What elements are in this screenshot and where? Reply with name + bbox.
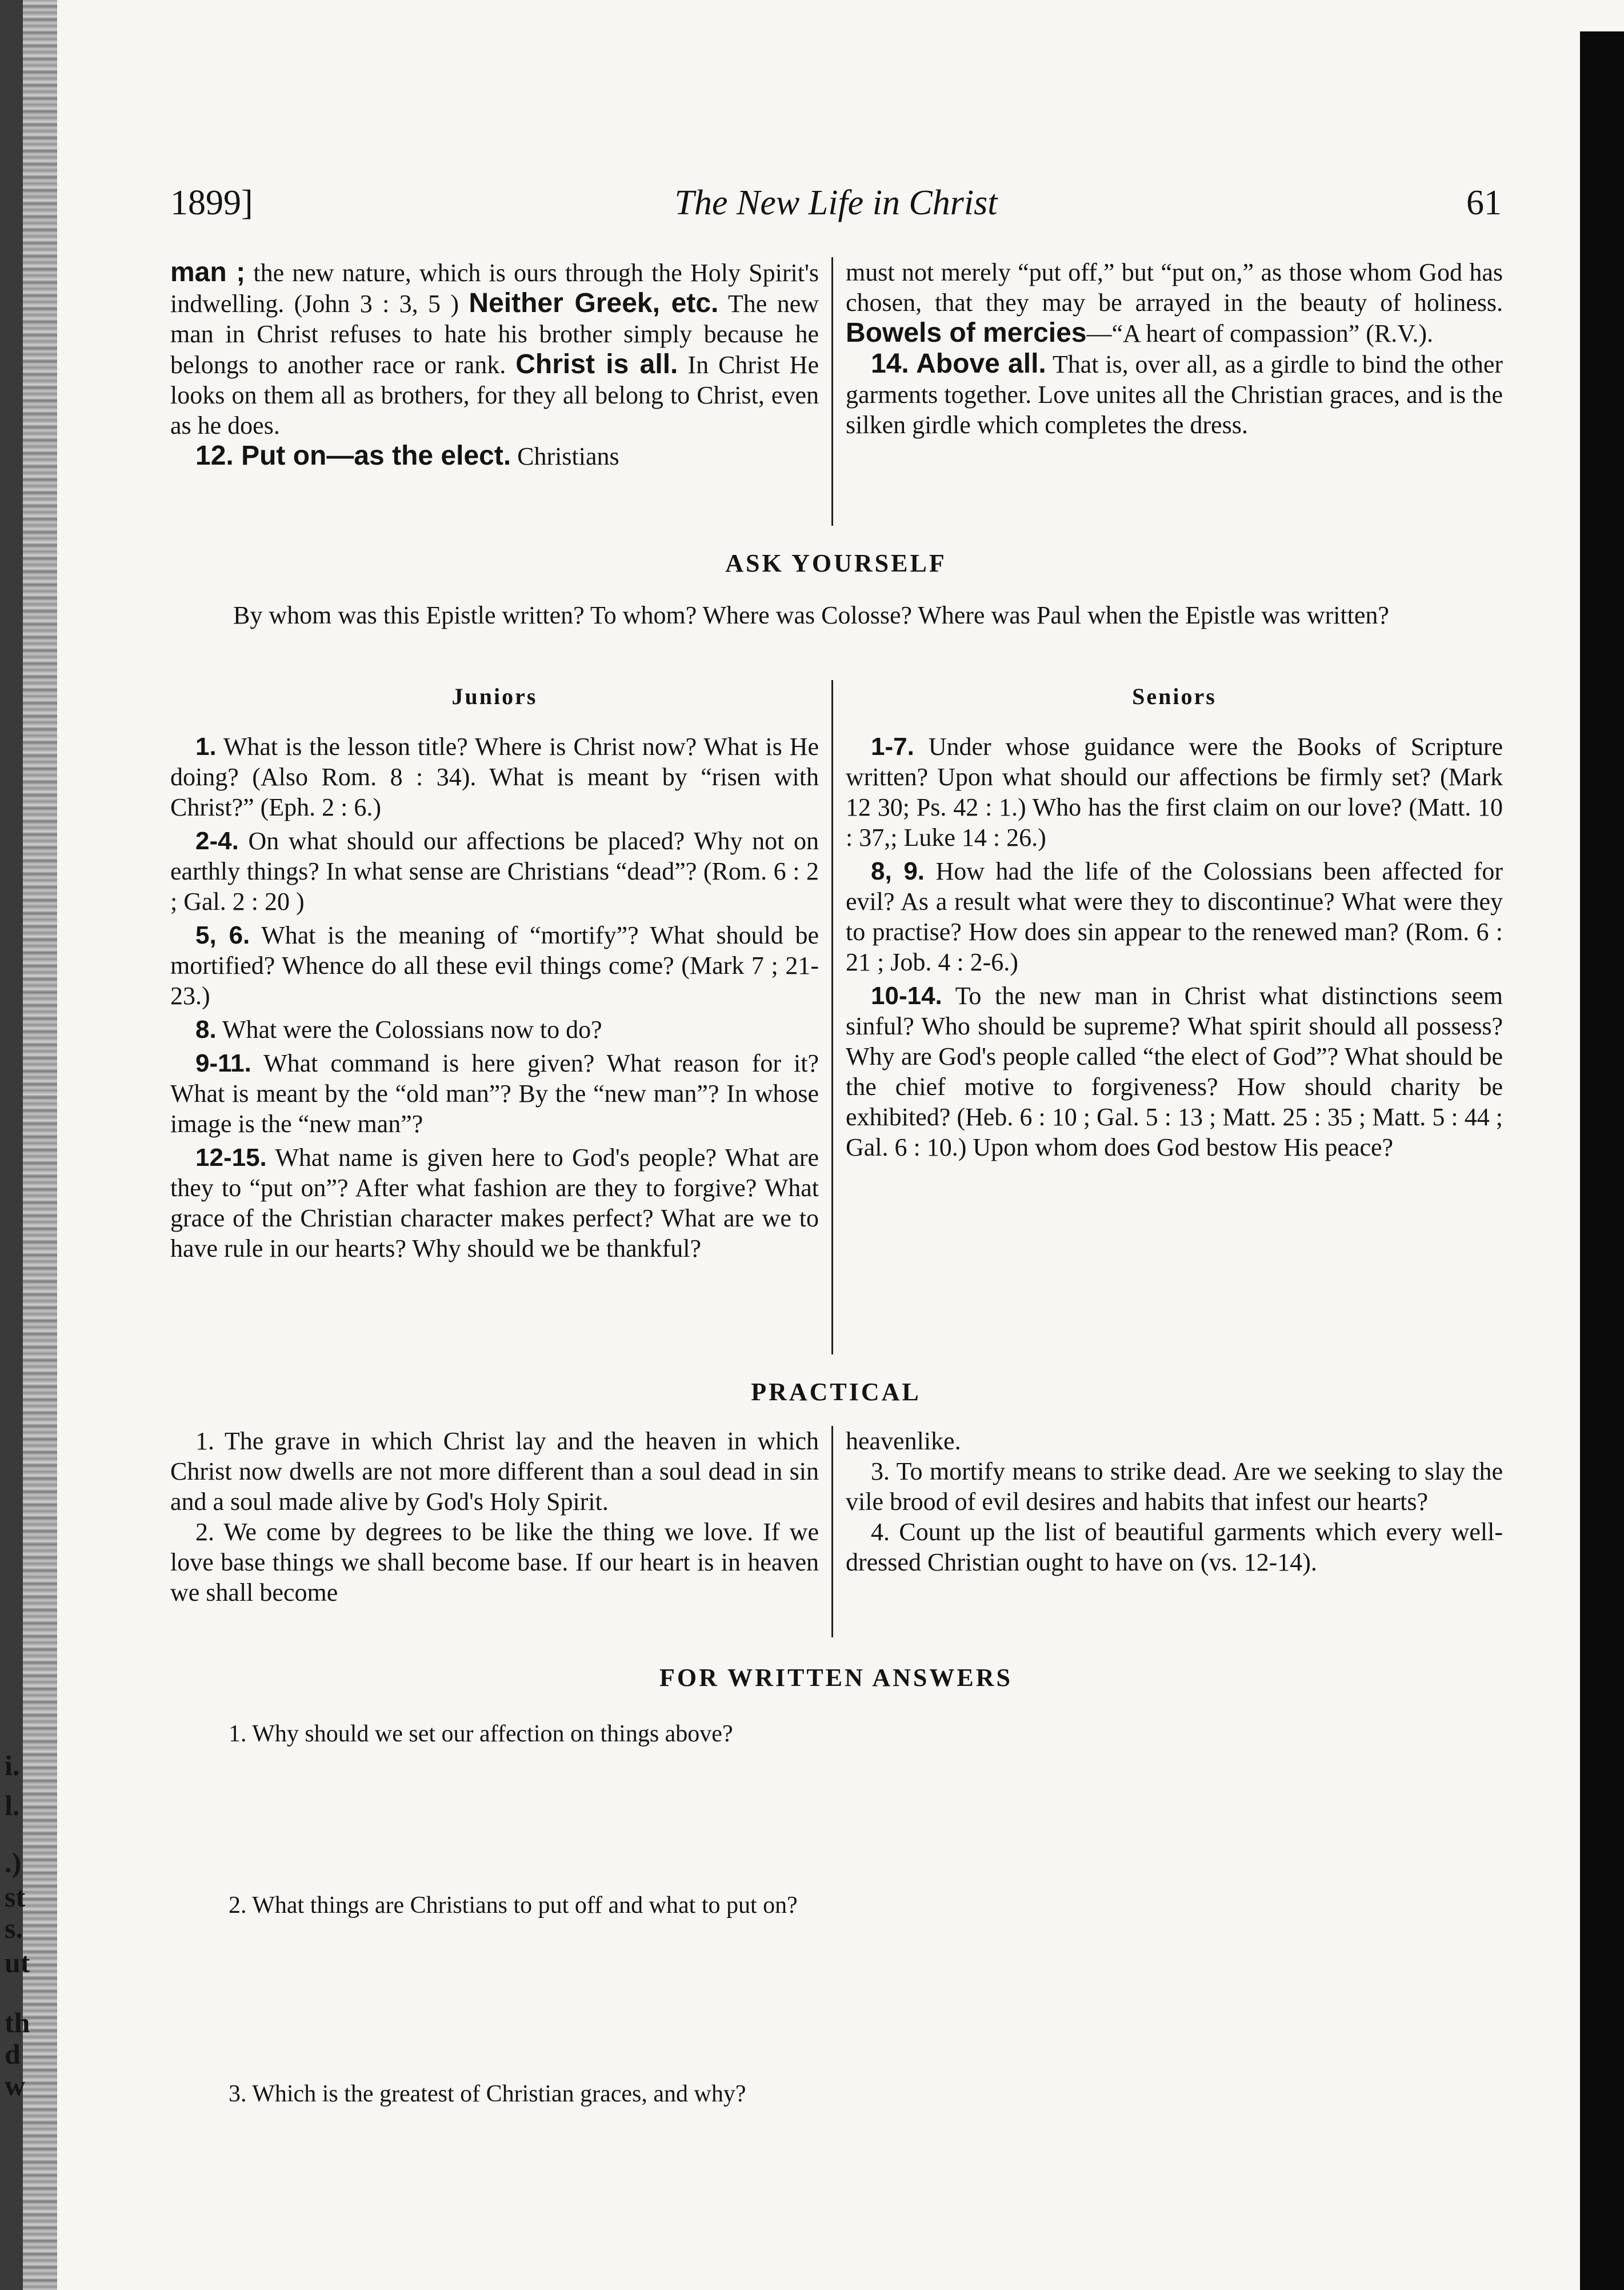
ask-yourself-heading: ASK YOURSELF	[725, 549, 947, 577]
margin-fragment: w	[5, 2069, 26, 2101]
juniors-heading: Juniors	[451, 684, 538, 709]
note-label: man ;	[170, 257, 246, 287]
margin-fragment: i.	[5, 1749, 20, 1781]
practical-continuation: heavenlike.	[846, 1427, 961, 1455]
question-number: 2-4.	[195, 827, 239, 855]
notes-paragraph	[170, 257, 819, 441]
senior-question	[846, 732, 1503, 853]
question-number: 10-14.	[871, 982, 942, 1010]
junior-question	[170, 732, 819, 822]
notes-right-column	[846, 257, 1503, 440]
margin-fragment: ut	[5, 1947, 30, 1979]
note-text: Christians	[511, 442, 619, 470]
question-text: Under whose guidance were the Books of Scripture written? Upon what should our affections be firmly set? (Mark 12 30; Ps. 42 : 1.) Who has the first claim on our love? (Matt. 10 : 37,; Luke 14 : 26.)	[846, 733, 1503, 852]
senior-question	[846, 981, 1503, 1162]
note-label: 12. Put on—as the elect.	[195, 441, 511, 471]
juniors-questions	[170, 732, 819, 1267]
margin-fragment: s.	[5, 1912, 23, 1944]
question-number: 12-15.	[195, 1144, 267, 1172]
column-divider	[831, 1426, 833, 1637]
question-text: To the new man in Christ what distinctions seem sinful? Who should be supreme? What spirit should all possess? Why are God's people called “the elect of God”? What should be the chief motive to forgiveness? How should charity be exhibited? (Heb. 6 : 10 ; Gal. 5 : 13 ; Matt. 25 : 35 ; Matt. 5 : 44 ; Gal. 6 : 10.) Upon whom does God bestow His peace?	[846, 982, 1503, 1161]
note-text: the new nature, which is ours through the Holy Spirit's indwelling. (John 3 : 3, 5 )	[170, 259, 819, 318]
note-label: Bowels of mercies	[846, 318, 1087, 348]
note-label: 14. Above all.	[871, 349, 1046, 379]
header-title: The New Life in Christ	[674, 183, 998, 222]
junior-question	[170, 826, 819, 917]
question-number: 5, 6.	[195, 921, 250, 949]
written-question: 3. Which is the greatest of Christian graces, and why?	[229, 2081, 746, 2107]
question-text: What command is here given? What reason for it? What is meant by the “old man”? By the “new man”? In whose image is the “new man”?	[170, 1049, 819, 1138]
margin-fragment: th	[5, 2007, 30, 2039]
question-text: What is the meaning of “mortify”? What should be mortified? Whence do all these evil things come? (Mark 7 ; 21-23.)	[170, 921, 819, 1010]
scan-edge-bar	[1580, 31, 1624, 2290]
note-text: The new man in Christ refuses to hate his brother simply because he belongs to another race or rank.	[170, 290, 819, 379]
note-text: That is, over all, as a girdle to bind the other garments together. Love unites all the Christian graces, and is the silken girdle which completes the dress.	[846, 350, 1503, 439]
column-divider	[831, 680, 833, 1354]
question-number: 8, 9.	[871, 857, 925, 885]
senior-question	[846, 856, 1503, 977]
question-number: 1.	[195, 733, 217, 761]
margin-fragment: st	[5, 1881, 26, 1913]
question-text: On what should our affections be placed? Why not on earthly things? In what sense are Christians “dead”? (Rom. 6 : 2 ; Gal. 2 : 20 )	[170, 827, 819, 916]
seniors-heading: Seniors	[1132, 684, 1217, 709]
notes-paragraph-12	[170, 441, 819, 471]
margin-fragment: d	[5, 2038, 21, 2070]
note-text: —“A heart of compassion” (R.V.).	[1086, 319, 1434, 347]
question-number: 1-7.	[871, 733, 914, 761]
question-text: How had the life of the Colossians been affected for evil? As a result what were they to discontinue? What were they to practise? How does sin appear to the renewed man? (Rom. 6 : 21 ; Job. 4 : 2-6.)	[846, 857, 1503, 976]
question-text: What is the lesson title? Where is Christ now? What is He doing? (Also Rom. 8 : 34). What is meant by “risen with Christ?” (Eph. 2 : 6.)	[170, 733, 819, 821]
page-header	[170, 183, 1502, 234]
question-text: What name is given here to God's people? What are they to “put on”? After what fashion are they to forgive? What grace of the Christian character makes perfect? What are we to have rule in our hearts? Why should we be thankful?	[170, 1144, 819, 1262]
junior-question	[170, 1048, 819, 1139]
junior-question	[170, 1142, 819, 1264]
note-text: In Christ He looks on them all as brothers, for they all belong to Christ, even as he does.	[170, 351, 819, 439]
written-question: 1. Why should we set our affection on things above?	[229, 1721, 733, 1747]
ask-yourself-intro: By whom was this Epistle written? To whom? Where was Colosse? Where was Paul when the Epistle was written?	[233, 601, 1389, 629]
practical-left-column	[170, 1426, 819, 1608]
header-page-number: 61	[1466, 183, 1502, 222]
note-label: Neither Greek, etc.	[469, 288, 719, 318]
practical-point: 4. Count up the list of beautiful garments which every well-dressed Christian ought to have on (vs. 12-14).	[846, 1518, 1503, 1576]
notes-paragraph-14	[846, 349, 1503, 440]
note-label: Christ is all.	[515, 349, 678, 379]
notes-paragraph	[846, 257, 1503, 349]
header-year: 1899]	[170, 183, 253, 222]
question-number: 9-11.	[195, 1049, 251, 1077]
note-text: must not merely “put off,” but “put on,” as those whom God has chosen, that they may be arrayed in the beauty of holiness.	[846, 258, 1503, 317]
practical-point: 3. To mortify means to strike dead. Are we seeking to slay the vile brood of evil desires and habits that infest our hearts?	[846, 1457, 1503, 1516]
written-answers-heading: FOR WRITTEN ANSWERS	[659, 1664, 1013, 1692]
practical-point: 2. We come by degrees to be like the thing we love. If we love base things we shall become base. If our heart is in heaven we shall become	[170, 1518, 819, 1606]
margin-fragment: l.	[5, 1789, 20, 1821]
junior-question	[170, 920, 819, 1011]
practical-heading: PRACTICAL	[751, 1378, 921, 1406]
column-divider	[831, 257, 833, 526]
junior-question	[170, 1014, 819, 1045]
practical-right-column	[846, 1426, 1503, 1577]
margin-fragment: .)	[5, 1847, 22, 1879]
notes-left-column	[170, 257, 819, 471]
seniors-questions	[846, 732, 1503, 1166]
practical-point: 1. The grave in which Christ lay and the heaven in which Christ now dwells are not more different than a soul dead in sin and a soul made alive by God's Holy Spirit.	[170, 1427, 819, 1516]
question-text: What were the Colossians now to do?	[216, 1016, 602, 1044]
question-number: 8.	[195, 1016, 217, 1044]
written-question: 2. What things are Christians to put off and what to put on?	[229, 1892, 798, 1919]
